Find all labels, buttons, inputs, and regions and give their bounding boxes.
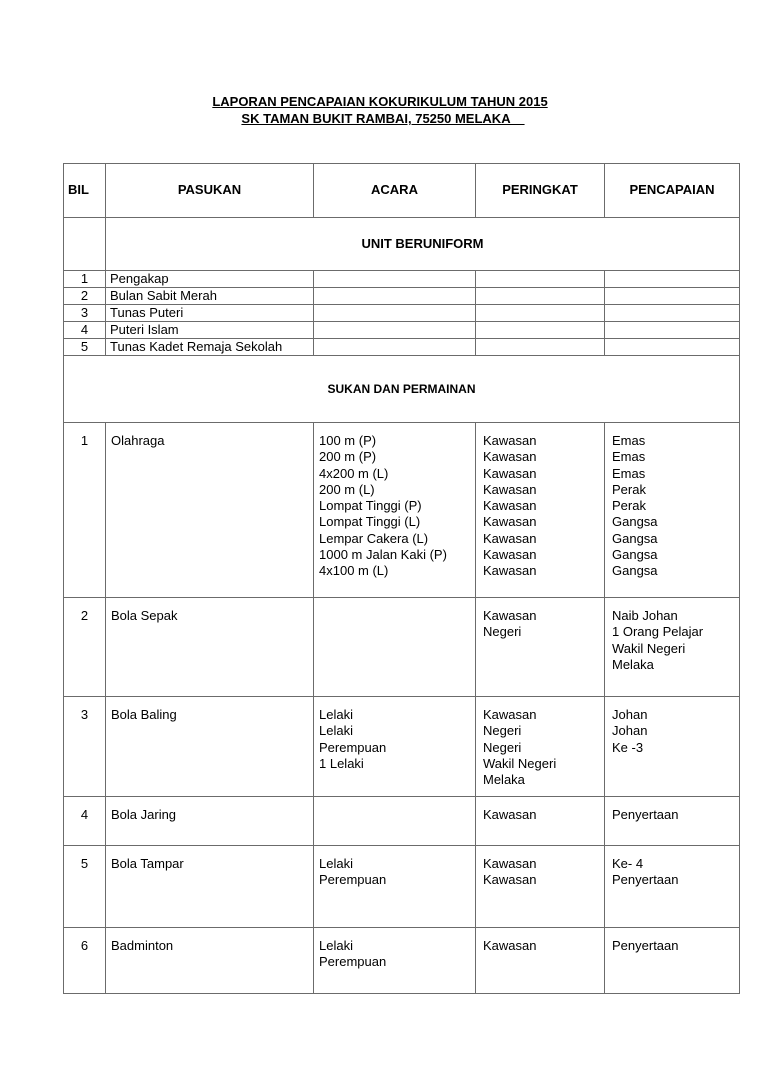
row-pasukan: Tunas Puteri — [106, 305, 314, 322]
cell-line: Negeri — [483, 624, 522, 640]
row-peringkat — [476, 305, 605, 322]
cell-line: Perak — [612, 498, 646, 514]
cell-line: Kawasan — [483, 433, 537, 448]
cell-line: Lompat Tinggi (P) — [319, 498, 422, 514]
cell-line: Ke- 4 — [612, 856, 644, 871]
cell-line: Lelaki — [319, 723, 353, 739]
section-row-unit-beruniform — [64, 218, 740, 271]
table-row — [64, 598, 740, 697]
row-number: 1 — [64, 271, 106, 288]
table-row — [64, 697, 740, 797]
cell-line: Kawasan — [483, 707, 537, 722]
cell-line: Kawasan — [483, 608, 537, 623]
section-spacer — [64, 218, 106, 271]
row-number: 3 — [64, 305, 106, 322]
cell-line: Emas — [612, 449, 646, 465]
cell-line: Kawasan — [483, 498, 537, 514]
row-number: 6 — [64, 928, 106, 994]
cell-line: Negeri — [483, 739, 522, 755]
cell-line: Kawasan — [483, 872, 537, 888]
report-subtitle: SK TAMAN BUKIT RAMBAI, 75250 MELAKA — [241, 111, 525, 126]
row-peringkat — [476, 697, 605, 797]
table-row — [64, 288, 740, 305]
row-number: 3 — [64, 697, 106, 797]
cell-line: Negeri — [483, 723, 522, 739]
row-pasukan: Badminton — [106, 928, 314, 994]
row-pencapaian — [605, 697, 740, 797]
row-acara — [314, 322, 476, 339]
row-pasukan: Bola Tampar — [106, 846, 314, 928]
cell-line: Emas — [612, 465, 646, 481]
cell-line: Gangsa — [612, 514, 658, 530]
table-row — [64, 846, 740, 928]
row-pasukan: Bola Jaring — [106, 797, 314, 846]
cell-line: Kawasan — [483, 481, 537, 497]
cell-line: Emas — [612, 433, 646, 448]
row-number: 2 — [64, 598, 106, 697]
achievement-table — [63, 163, 740, 994]
row-pencapaian — [605, 322, 740, 339]
cell-line: Gangsa — [612, 563, 658, 579]
cell-line: 1000 m Jalan Kaki (P) — [319, 547, 447, 563]
cell-line: Penyertaan — [612, 872, 679, 888]
row-acara — [314, 598, 476, 697]
section-title: UNIT BERUNIFORM — [106, 218, 740, 271]
cell-line: Gangsa — [612, 530, 658, 546]
row-pasukan: Tunas Kadet Remaja Sekolah — [106, 339, 314, 356]
report-title: LAPORAN PENCAPAIAN KOKURIKULUM TAHUN 2015 — [212, 94, 548, 109]
row-acara — [314, 697, 476, 797]
cell-line: Lempar Cakera (L) — [319, 530, 429, 546]
cell-line: Ke -3 — [612, 739, 644, 755]
cell-line: Melaka — [483, 772, 525, 788]
cell-line: Perempuan — [319, 954, 387, 970]
row-peringkat — [476, 339, 605, 356]
row-number: 5 — [64, 339, 106, 356]
cell-line: Kawasan — [483, 856, 537, 871]
cell-line: 4x100 m (L) — [319, 563, 389, 579]
cell-line: Johan — [612, 707, 648, 722]
cell-line: 4x200 m (L) — [319, 465, 389, 481]
cell-line: Kawasan — [483, 530, 537, 546]
header-row — [64, 164, 740, 218]
table-row — [64, 928, 740, 994]
cell-line: Lelaki — [319, 707, 353, 722]
cell-line: Kawasan — [483, 449, 537, 465]
cell-line: Johan — [612, 723, 648, 739]
row-pencapaian — [605, 928, 740, 994]
cell-line: Wakil Negeri — [483, 755, 557, 771]
row-pencapaian — [605, 423, 740, 598]
row-pasukan: Pengakap — [106, 271, 314, 288]
row-peringkat — [476, 271, 605, 288]
cell-line: 1 Lelaki — [319, 755, 364, 771]
row-peringkat — [476, 322, 605, 339]
cell-line: Kawasan — [483, 807, 537, 822]
cell-line: Wakil Negeri — [612, 640, 686, 656]
cell-line: Naib Johan — [612, 608, 678, 623]
row-pencapaian — [605, 797, 740, 846]
table-row — [64, 797, 740, 846]
row-acara — [314, 271, 476, 288]
cell-line: Kawasan — [483, 514, 537, 530]
row-peringkat — [476, 288, 605, 305]
row-acara — [314, 928, 476, 994]
cell-line: 100 m (P) — [319, 433, 377, 448]
cell-line: 1 Orang Pelajar — [612, 624, 704, 640]
row-acara — [314, 339, 476, 356]
row-acara — [314, 423, 476, 598]
row-peringkat — [476, 928, 605, 994]
row-pencapaian — [605, 305, 740, 322]
row-pencapaian — [605, 846, 740, 928]
header-pencapaian: PENCAPAIAN — [605, 164, 740, 218]
cell-line: Perak — [612, 481, 646, 497]
cell-line: Lelaki — [319, 938, 353, 953]
row-number: 2 — [64, 288, 106, 305]
row-pencapaian — [605, 288, 740, 305]
cell-line: Kawasan — [483, 563, 537, 579]
row-pencapaian — [605, 598, 740, 697]
section-title: SUKAN DAN PERMAINAN — [64, 356, 740, 423]
row-pasukan: Olahraga — [106, 423, 314, 598]
row-pencapaian — [605, 271, 740, 288]
table-row — [64, 322, 740, 339]
row-pasukan: Puteri Islam — [106, 322, 314, 339]
table-row — [64, 339, 740, 356]
cell-line: 200 m (L) — [319, 481, 375, 497]
cell-line: Lelaki — [319, 856, 353, 871]
row-peringkat — [476, 797, 605, 846]
row-pasukan: Bola Sepak — [106, 598, 314, 697]
cell-line: Kawasan — [483, 465, 537, 481]
row-peringkat — [476, 598, 605, 697]
row-acara — [314, 288, 476, 305]
cell-line: Penyertaan — [612, 807, 679, 822]
row-acara — [314, 797, 476, 846]
row-pasukan: Bola Baling — [106, 697, 314, 797]
cell-line: Perempuan — [319, 872, 387, 888]
cell-line: Lompat Tinggi (L) — [319, 514, 421, 530]
row-peringkat — [476, 423, 605, 598]
row-pencapaian — [605, 339, 740, 356]
table-row — [64, 305, 740, 322]
cell-line: Gangsa — [612, 547, 658, 563]
row-acara — [314, 305, 476, 322]
row-number: 4 — [64, 797, 106, 846]
row-peringkat — [476, 846, 605, 928]
table-row — [64, 271, 740, 288]
header-bil: BIL — [64, 164, 106, 218]
header-pasukan: PASUKAN — [106, 164, 314, 218]
cell-line: 200 m (P) — [319, 449, 377, 465]
cell-line: Melaka — [612, 656, 654, 672]
table-row — [64, 423, 740, 598]
cell-line: Kawasan — [483, 938, 537, 953]
header-peringkat: PERINGKAT — [476, 164, 605, 218]
row-acara — [314, 846, 476, 928]
header-acara: ACARA — [314, 164, 476, 218]
cell-line: Perempuan — [319, 739, 387, 755]
row-number: 4 — [64, 322, 106, 339]
row-number: 1 — [64, 423, 106, 598]
section-row-sukan-dan-permainan — [64, 356, 740, 423]
cell-line: Penyertaan — [612, 938, 679, 953]
row-number: 5 — [64, 846, 106, 928]
cell-line: Kawasan — [483, 547, 537, 563]
row-pasukan: Bulan Sabit Merah — [106, 288, 314, 305]
